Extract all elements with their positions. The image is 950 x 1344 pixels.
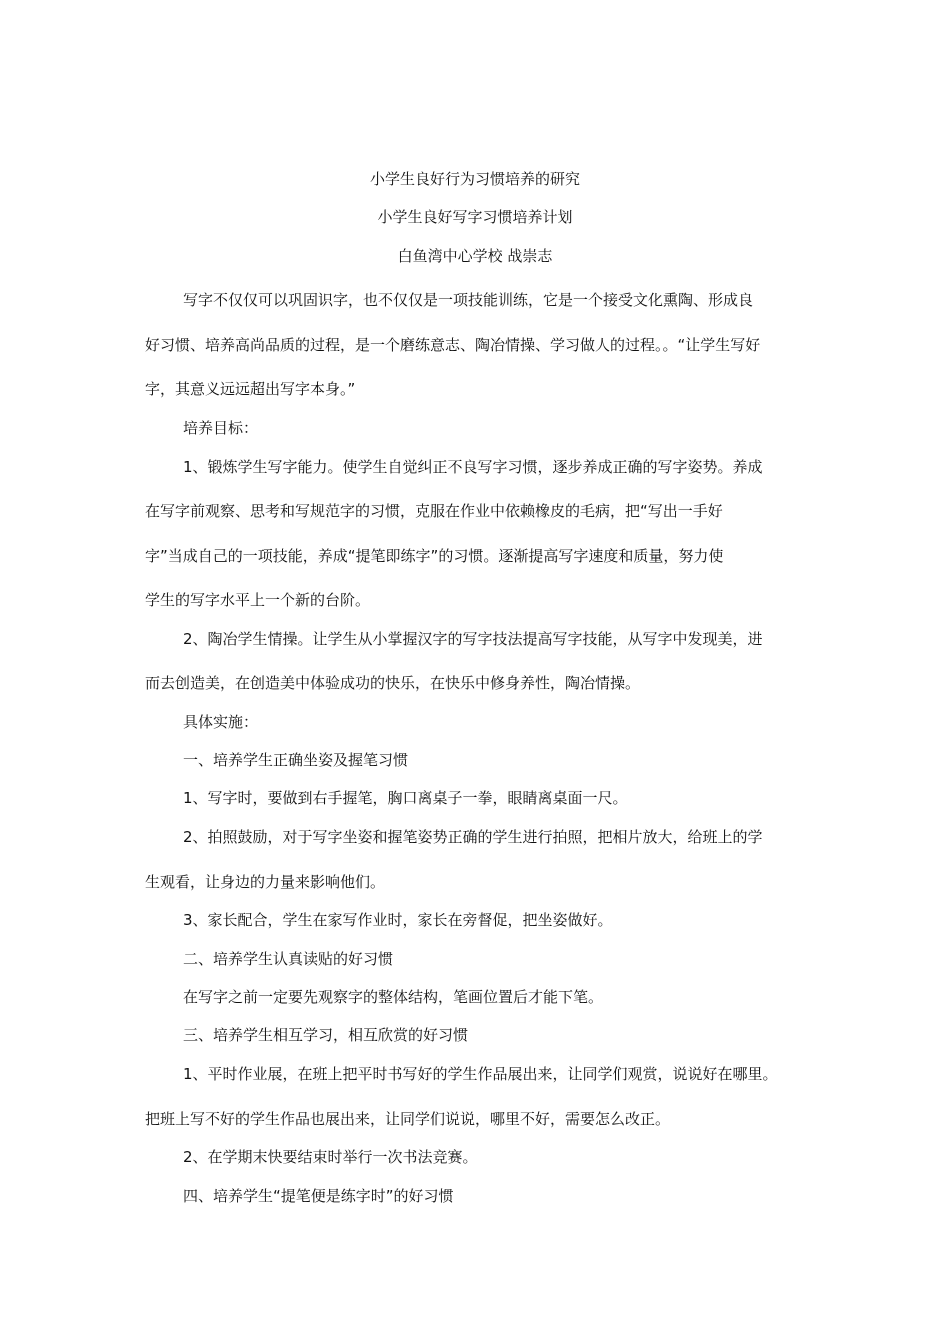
paragraph-line: 在写字前观察、思考和写规范字的习惯，克服在作业中依赖橡皮的毛病，把“写出一手好 <box>145 502 723 520</box>
paragraph-line: 学生的写字水平上一个新的台阶。 <box>145 591 371 609</box>
document-title: 小学生良好行为习惯培养的研究 <box>369 170 580 188</box>
paragraph-line: 而去创造美，在创造美中体验成功的快乐，在快乐中修身养性，陶冶情操。 <box>145 674 641 692</box>
section-heading-4: 四、培养学生“提笔便是练字时”的好习惯 <box>183 1187 454 1205</box>
paragraph-line: 好习惯、培养高尚品质的过程，是一个磨练意志、陶冶情操、学习做人的过程。。“让学生写好 <box>145 336 761 354</box>
paragraph-item: 2、在学期末快要结束时举行一次书法竞赛。 <box>183 1148 478 1166</box>
section-heading-3: 三、培养学生相互学习，相互欣赏的好习惯 <box>183 1026 469 1044</box>
document-subtitle: 小学生良好写字习惯培养计划 <box>377 208 573 226</box>
paragraph-line: 写字不仅仅可以巩固识字，也不仅仅是一项技能训练，它是一个接受文化熏陶、形成良 <box>183 291 754 309</box>
document-author: 白鱼湾中心学校 战崇志 <box>397 247 553 265</box>
paragraph-item: 在写字之前一定要先观察字的整体结构，笔画位置后才能下笔。 <box>183 988 604 1006</box>
paragraph-line: 1、锻炼学生写字能力。使学生自觉纠正不良写字习惯，逐步养成正确的写字姿势。养成 <box>183 458 763 476</box>
paragraph-item: 3、家长配合，学生在家写作业时，家长在旁督促，把坐姿做好。 <box>183 911 613 929</box>
section-heading-2: 二、培养学生认真读贴的好习惯 <box>183 950 394 968</box>
paragraph-line: 2、拍照鼓励，对于写字坐姿和握笔姿势正确的学生进行拍照，把相片放大，给班上的学 <box>183 828 763 846</box>
paragraph-line: 生观看，让身边的力量来影响他们。 <box>145 873 386 891</box>
paragraph-item: 1、写字时，要做到右手握笔，胸口离桌子一拳，眼睛离桌面一尺。 <box>183 789 628 807</box>
section-heading-1: 一、培养学生正确坐姿及握笔习惯 <box>183 751 409 769</box>
paragraph-line: 2、陶冶学生情操。让学生从小掌握汉字的写字技法提高写字技能，从写字中发现美，进 <box>183 630 763 648</box>
paragraph-line: 把班上写不好的学生作品也展出来，让同学们说说，哪里不好，需要怎么改正。 <box>145 1110 671 1128</box>
section-heading-implementation: 具体实施： <box>183 713 259 731</box>
paragraph-line: 字，其意义远远超出写字本身。” <box>145 380 356 398</box>
section-heading-goals: 培养目标： <box>183 419 259 437</box>
paragraph-line: 字”当成自己的一项技能，养成“提笔即练字”的习惯。逐渐提高写字速度和质量，努力使 <box>145 547 724 565</box>
paragraph-line: 1、平时作业展，在班上把平时书写好的学生作品展出来，让同学们观赏，说说好在哪里。 <box>183 1065 778 1083</box>
